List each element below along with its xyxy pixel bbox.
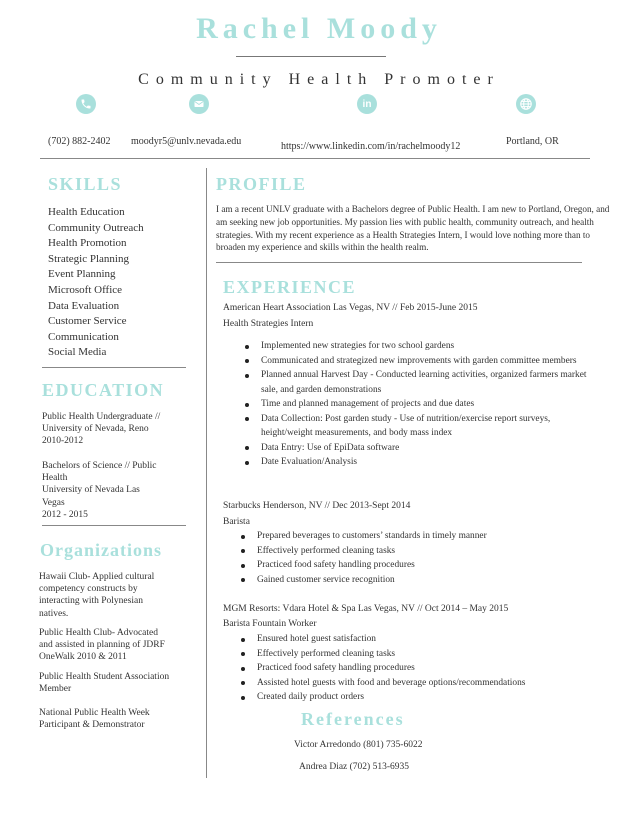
organization-entry [39, 627, 165, 664]
globe-icon [516, 94, 536, 114]
job-bullet: Ensured hotel guest satisfaction [257, 632, 597, 647]
organization-entry [39, 671, 169, 695]
email-link[interactable]: moodyr5@unlv.nevada.edu [131, 136, 242, 147]
skills-divider [42, 367, 186, 368]
resume-title: Community Health Promoter [138, 71, 500, 88]
job-role: Barista Fountain Worker [223, 619, 317, 629]
linkedin-link[interactable]: https://www.linkedin.com/in/rachelmoody12 [281, 141, 461, 152]
profile-heading: PROFILE [216, 174, 307, 194]
job-bullet: Practiced food safety handling procedures [257, 558, 597, 573]
education-divider [42, 525, 186, 526]
job-bullet: Data Entry: Use of EpiData software [261, 441, 601, 456]
skill-item: Strategic Planning [48, 252, 129, 265]
job-bullet: Gained customer service recognition [257, 573, 597, 588]
education-line: University of Nevada, Reno [42, 424, 149, 435]
organization-line: OneWalk 2010 & 2011 [39, 652, 127, 663]
references-heading: References [301, 709, 405, 729]
job-bullet: Time and planned management of projects and due dates [261, 397, 601, 412]
organization-line: interacting with Polynesian [39, 596, 143, 607]
job-bullet: Planned annual Harvest Day - Conducted learning activities, organized farmers market sale, and garden demonstrations [261, 368, 601, 397]
skill-item: Customer Service [48, 315, 127, 328]
organization-line: and assisted in planning of JDRF [39, 640, 165, 651]
education-line: Health [42, 473, 68, 484]
phone-icon [76, 94, 96, 114]
job-bullets [257, 529, 597, 587]
profile-divider [216, 262, 582, 263]
education-line: Vegas [42, 497, 65, 508]
education-entry [42, 460, 157, 521]
experience-heading: EXPERIENCE [223, 277, 357, 297]
skill-item: Communication [48, 330, 119, 343]
education-line: 2012 - 2015 [42, 509, 88, 520]
job-bullets [261, 339, 601, 470]
job-bullet: Implemented new strategies for two school gardens [261, 339, 601, 354]
job-bullet: Date Evaluation/Analysis [261, 455, 601, 470]
job-bullet: Data Collection: Post garden study - Use of nutrition/exercise report surveys, height/weight measurements, and body mass index [261, 412, 601, 441]
organization-line: competency constructs by [39, 584, 138, 595]
job-bullet: Communicated and strategized new improvements with garden committee members [261, 354, 601, 369]
reference-item: Andrea Diaz (702) 513-6935 [299, 762, 410, 772]
phone-text: (702) 882-2402 [48, 136, 111, 147]
skill-item: Health Education [48, 206, 125, 218]
resume-name: Rachel Moody [196, 12, 442, 45]
reference-item: Victor Arredondo (801) 735-6022 [294, 740, 423, 750]
job-employer: Starbucks Henderson, NV // Dec 2013-Sept 2014 [223, 501, 411, 511]
skill-item: Data Evaluation [48, 299, 120, 312]
name-divider [236, 56, 386, 57]
organization-line: National Public Health Week [39, 708, 150, 718]
organization-line: Public Health Club- Advocated [39, 628, 158, 638]
skill-item: Event Planning [48, 268, 116, 281]
job-bullet: Prepared beverages to customers’ standards in timely manner [257, 529, 597, 544]
education-line: Public Health Undergraduate // [42, 412, 161, 422]
skill-item: Health Promotion [48, 237, 127, 250]
job-role: Health Strategies Intern [223, 319, 314, 329]
organization-entry [39, 707, 150, 731]
organization-entry [39, 571, 154, 620]
skill-item: Community Outreach [48, 221, 144, 234]
job-employer: American Heart Association Las Vegas, NV // Feb 2015-June 2015 [223, 303, 478, 313]
education-entry [42, 411, 160, 448]
profile-text: I am a recent UNLV graduate with a Bachelors degree of Public Health. I am new to Portland, Oregon, and am seeking new job opportunities. My passion lies with public health, community outreach, and health strategies. With my recent experience as a Health Strategies Intern, I would love nothing more than to broaden my experience and skills within the health realm. [216, 204, 610, 253]
location-text: Portland, OR [506, 136, 559, 147]
job-role: Barista [223, 517, 250, 527]
skill-item: Microsoft Office [48, 283, 123, 296]
organization-line: natives. [39, 608, 69, 619]
column-divider [206, 168, 207, 778]
linkedin-icon: in [357, 94, 377, 114]
job-bullet: Practiced food safety handling procedures [257, 661, 597, 676]
organization-line: Participant & Demonstrator [39, 720, 145, 731]
education-line: 2010-2012 [42, 436, 84, 447]
organization-line: Member [39, 684, 72, 695]
education-heading: EDUCATION [42, 380, 165, 400]
organization-line: Public Health Student Association [39, 672, 170, 682]
mail-icon [189, 94, 209, 114]
job-bullet: Effectively performed cleaning tasks [257, 647, 597, 662]
education-line: Bachelors of Science // Public [42, 461, 157, 471]
job-bullets [257, 632, 597, 705]
header-divider [40, 158, 590, 159]
organizations-heading: Organizations [40, 540, 163, 560]
education-line: University of Nevada Las [42, 485, 140, 496]
organization-line: Hawaii Club- Applied cultural [39, 572, 155, 582]
job-bullet: Effectively performed cleaning tasks [257, 544, 597, 559]
skills-heading: SKILLS [48, 174, 123, 194]
job-employer: MGM Resorts: Vdara Hotel & Spa Las Vegas, NV // Oct 2014 – May 2015 [223, 604, 509, 614]
skills-list [48, 205, 144, 361]
job-bullet: Created daily product orders [257, 690, 597, 705]
job-bullet: Assisted hotel guests with food and beverage options/recommendations [257, 676, 597, 691]
skill-item: Social Media [48, 346, 107, 359]
